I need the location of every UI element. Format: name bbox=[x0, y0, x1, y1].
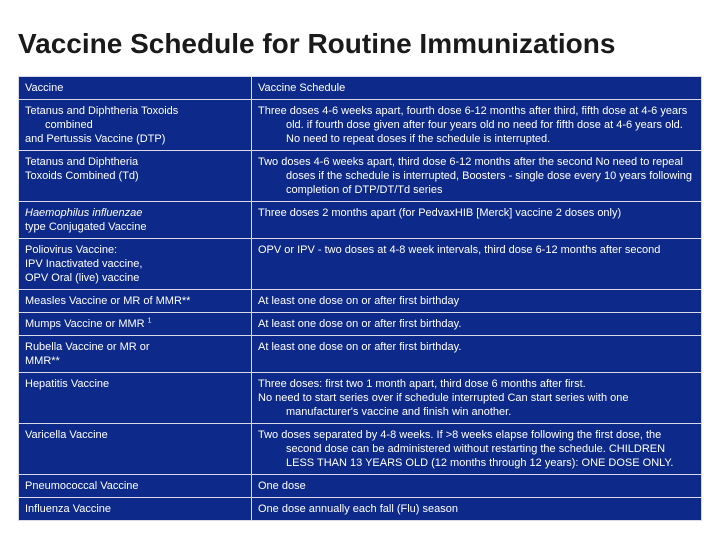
schedule-cell bbox=[252, 475, 702, 498]
schedule-text: Three doses 4-6 weeks apart, fourth dose 6-12 months after third, fifth dose at 4-6 years old. if fourth dose given after four years old no need for fifth dose at 4-6 years old. No need to repeat doses if the schedule is interrupted. bbox=[258, 105, 688, 145]
schedule-text: Two doses 4-6 weeks apart, third dose 6-12 months after the second No need to repeal doses if the schedule is interrupted, Boosters - single dose every 10 years following completion of DTP/DT/Td series bbox=[258, 156, 692, 196]
schedule-text: One dose bbox=[258, 480, 306, 492]
schedule-cell bbox=[252, 290, 702, 313]
vaccine-line: type Conjugated Vaccine bbox=[25, 221, 147, 233]
table-header-row bbox=[19, 77, 702, 100]
vaccine-line: Hepatitis Vaccine bbox=[25, 378, 110, 390]
vaccine-line bbox=[25, 317, 245, 331]
vaccine-line: Measles Vaccine or MR of MMR** bbox=[25, 295, 191, 307]
schedule-cell bbox=[252, 239, 702, 290]
schedule-cell bbox=[252, 336, 702, 373]
table-row bbox=[19, 475, 702, 498]
vaccine-schedule-table bbox=[18, 76, 702, 521]
schedule-text: One dose annually each fall (Flu) season bbox=[258, 503, 458, 515]
vaccine-text: Mumps Vaccine or MMR bbox=[25, 318, 145, 330]
table-row bbox=[19, 336, 702, 373]
schedule-cell bbox=[252, 100, 702, 151]
table-row bbox=[19, 498, 702, 521]
vaccine-line: Pneumococcal Vaccine bbox=[25, 480, 139, 492]
vaccine-line: OPV Oral (live) vaccine bbox=[25, 272, 140, 284]
vaccine-line: Poliovirus Vaccine: bbox=[25, 244, 118, 256]
vaccine-line: Influenza Vaccine bbox=[25, 503, 112, 515]
vaccine-line: Haemophilus influenzae bbox=[25, 207, 143, 219]
page-title: Vaccine Schedule for Routine Immunizations bbox=[18, 28, 616, 59]
vaccine-line: Tetanus and Diphtheria Toxoids bbox=[25, 105, 179, 117]
vaccine-cell bbox=[19, 475, 252, 498]
schedule-text: OPV or IPV - two doses at 4-8 week intervals, third dose 6-12 months after second bbox=[258, 244, 661, 256]
table-row bbox=[19, 202, 702, 239]
schedule-text: Three doses: first two 1 month apart, third dose 6 months after first. bbox=[258, 378, 586, 390]
table-row bbox=[19, 290, 702, 313]
schedule-text: Three doses 2 months apart (for PedvaxHIB [Merck] vaccine 2 doses only) bbox=[258, 207, 622, 219]
header-schedule: Vaccine Schedule bbox=[252, 77, 702, 100]
vaccine-line: Tetanus and Diphtheria bbox=[25, 156, 139, 168]
schedule-cell bbox=[252, 424, 702, 475]
table-row bbox=[19, 151, 702, 202]
vaccine-cell bbox=[19, 424, 252, 475]
table-row bbox=[19, 424, 702, 475]
vaccine-line: Toxoids Combined (Td) bbox=[25, 170, 139, 182]
vaccine-cell bbox=[19, 373, 252, 424]
vaccine-cell bbox=[19, 313, 252, 336]
vaccine-line: and Pertussis Vaccine (DTP) bbox=[25, 133, 166, 145]
vaccine-line: IPV Inactivated vaccine, bbox=[25, 258, 143, 270]
vaccine-line: Rubella Vaccine or MR or bbox=[25, 341, 150, 353]
schedule-text: At least one dose on or after first birthday. bbox=[258, 341, 462, 353]
table-row bbox=[19, 239, 702, 290]
vaccine-line: Varicella Vaccine bbox=[25, 429, 108, 441]
schedule-cell bbox=[252, 313, 702, 336]
schedule-text: At least one dose on or after first birthday bbox=[258, 295, 460, 307]
header-vaccine: Vaccine bbox=[19, 77, 252, 100]
vaccine-cell bbox=[19, 290, 252, 313]
vaccine-cell bbox=[19, 498, 252, 521]
vaccine-cell bbox=[19, 100, 252, 151]
schedule-cell bbox=[252, 151, 702, 202]
table-row bbox=[19, 373, 702, 424]
schedule-cell bbox=[252, 498, 702, 521]
vaccine-line: MMR** bbox=[25, 355, 60, 367]
schedule-cell bbox=[252, 373, 702, 424]
schedule-text: At least one dose on or after first birthday. bbox=[258, 318, 462, 330]
schedule-text: Two doses separated by 4-8 weeks. If >8 weeks elapse following the first dose, the second dose can be administered without restarting the schedule. CHILDREN LESS THAN 13 YEARS OLD (12 months through 12 years): ONE DOSE ONLY. bbox=[258, 429, 674, 469]
schedule-text: No need to start series over if schedule interrupted Can start series with one manufacturer's vaccine and finish win another. bbox=[258, 392, 629, 418]
table-row bbox=[19, 100, 702, 151]
table-row bbox=[19, 313, 702, 336]
schedule-cell bbox=[252, 202, 702, 239]
footnote-marker: 1 bbox=[147, 317, 152, 325]
vaccine-cell bbox=[19, 336, 252, 373]
vaccine-cell bbox=[19, 151, 252, 202]
vaccine-cell bbox=[19, 202, 252, 239]
vaccine-line: combined bbox=[45, 119, 93, 131]
vaccine-cell bbox=[19, 239, 252, 290]
